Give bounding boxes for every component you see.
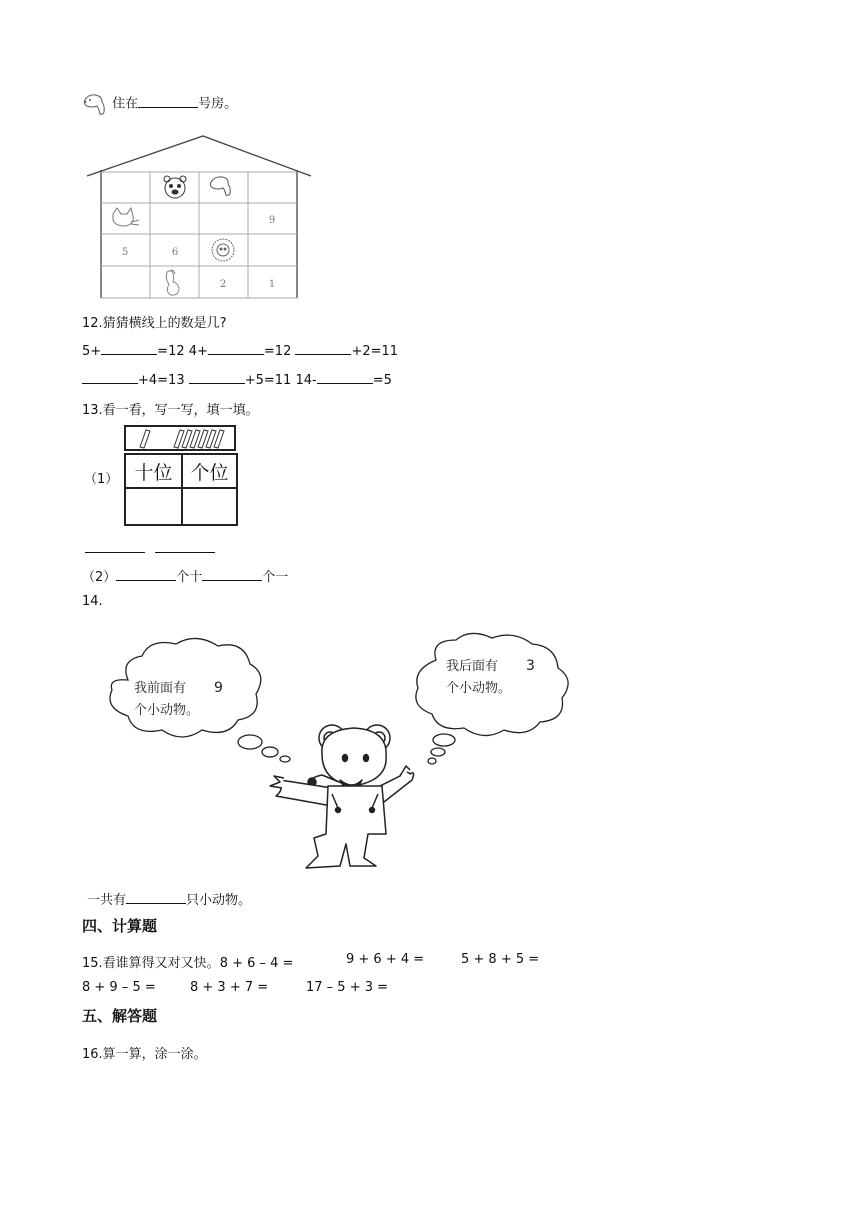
ones-answer-cell[interactable] [183, 489, 236, 524]
q11-prefix: 住在 [112, 96, 139, 112]
equation: 17 – 5 + 3 = [306, 980, 389, 995]
q13-blank[interactable] [155, 540, 215, 553]
equation: 9 + 6 + 4 = [346, 952, 425, 967]
grid-number: 6 [171, 247, 179, 258]
q13-blank[interactable] [202, 568, 262, 581]
left-bubble-line-2: 个小动物。 [134, 703, 200, 718]
q12-text: =12 [263, 344, 296, 359]
bear-illustration [100, 630, 580, 880]
left-bubble-line-1: 我前面有 [134, 681, 187, 696]
q14-answer [87, 889, 251, 908]
q12-blank[interactable] [101, 342, 157, 355]
q14-title: 14. [82, 594, 103, 609]
q16-title: 16.算一算，涂一涂。 [82, 1047, 207, 1062]
q13-part2 [82, 566, 288, 585]
q12-blank[interactable] [295, 342, 351, 355]
cat-icon [113, 208, 139, 226]
bear-figure [270, 725, 414, 868]
q11-line [82, 92, 237, 116]
q12-text: =5 [372, 373, 392, 388]
dog-icon [82, 92, 108, 116]
q13-blank[interactable] [116, 568, 176, 581]
q13-text: 个一 [262, 570, 289, 585]
counting-rods-strip [124, 425, 236, 451]
rods-icon [126, 427, 234, 449]
right-bubble-line-2: 个小动物。 [446, 681, 512, 696]
bear-face-icon [164, 176, 186, 198]
place-value-table [124, 453, 238, 526]
dog-icon [210, 177, 230, 195]
section-5-heading: 五、解答题 [82, 1007, 158, 1025]
grid-number: 9 [268, 215, 276, 226]
right-bubble-number: 3 [526, 658, 535, 674]
grid-number: 2 [219, 279, 227, 290]
q11-suffix: 号房。 [198, 96, 238, 112]
section-4-heading: 四、计算题 [82, 917, 158, 935]
q14-text: 只小动物。 [186, 893, 252, 908]
q14-blank[interactable] [126, 891, 186, 904]
left-bubble-number: 9 [214, 680, 223, 696]
rabbit-icon [166, 270, 179, 295]
equation: 8 + 6 – 4 = [219, 956, 294, 971]
q12-text: =12 4+ [157, 344, 208, 359]
q13-part2-label: （2） [82, 570, 117, 585]
q12-blank[interactable] [189, 371, 245, 384]
equation: 5 + 8 + 5 = [461, 952, 540, 967]
q12-blank[interactable] [317, 371, 373, 384]
tens-answer-cell[interactable] [126, 489, 183, 524]
q12-text: +2=11 [351, 344, 399, 359]
q13-answer-blanks [85, 540, 215, 557]
q12-text: +4=13 [138, 373, 189, 388]
q13-text: 个十 [176, 570, 203, 585]
equation: 8 + 9 – 5 = [82, 980, 156, 995]
q14-text: 一共有 [87, 893, 127, 908]
q13-blank[interactable] [85, 540, 145, 553]
q12-text: +5=11 14- [244, 373, 317, 388]
left-thought-bubble [110, 638, 290, 762]
q15-intro [82, 952, 293, 971]
equation: 8 + 3 + 7 = [190, 980, 269, 995]
q13-title: 13.看一看，写一写，填一填。 [82, 403, 259, 418]
q15-text: 15.看谁算得又对又快。 [82, 956, 220, 971]
right-bubble-line-1: 我后面有 [446, 659, 499, 674]
house-grid-figure [85, 132, 315, 302]
grid-number: 1 [268, 279, 276, 290]
ones-header: 个位 [183, 455, 236, 489]
q12-blank[interactable] [208, 342, 264, 355]
q12-blank[interactable] [82, 371, 138, 384]
right-thought-bubble [416, 633, 568, 764]
grid-number: 5 [121, 247, 129, 258]
q12-title: 12.猜猜横线上的数是几? [82, 316, 227, 331]
q11-answer-blank[interactable] [138, 95, 198, 108]
q12-text: 5+ [82, 344, 102, 359]
q12-row-1 [82, 342, 398, 359]
q13-part1-label: （1） [84, 472, 119, 487]
tens-header: 十位 [126, 455, 183, 489]
q12-row-2 [82, 371, 392, 388]
lion-icon [212, 239, 234, 261]
